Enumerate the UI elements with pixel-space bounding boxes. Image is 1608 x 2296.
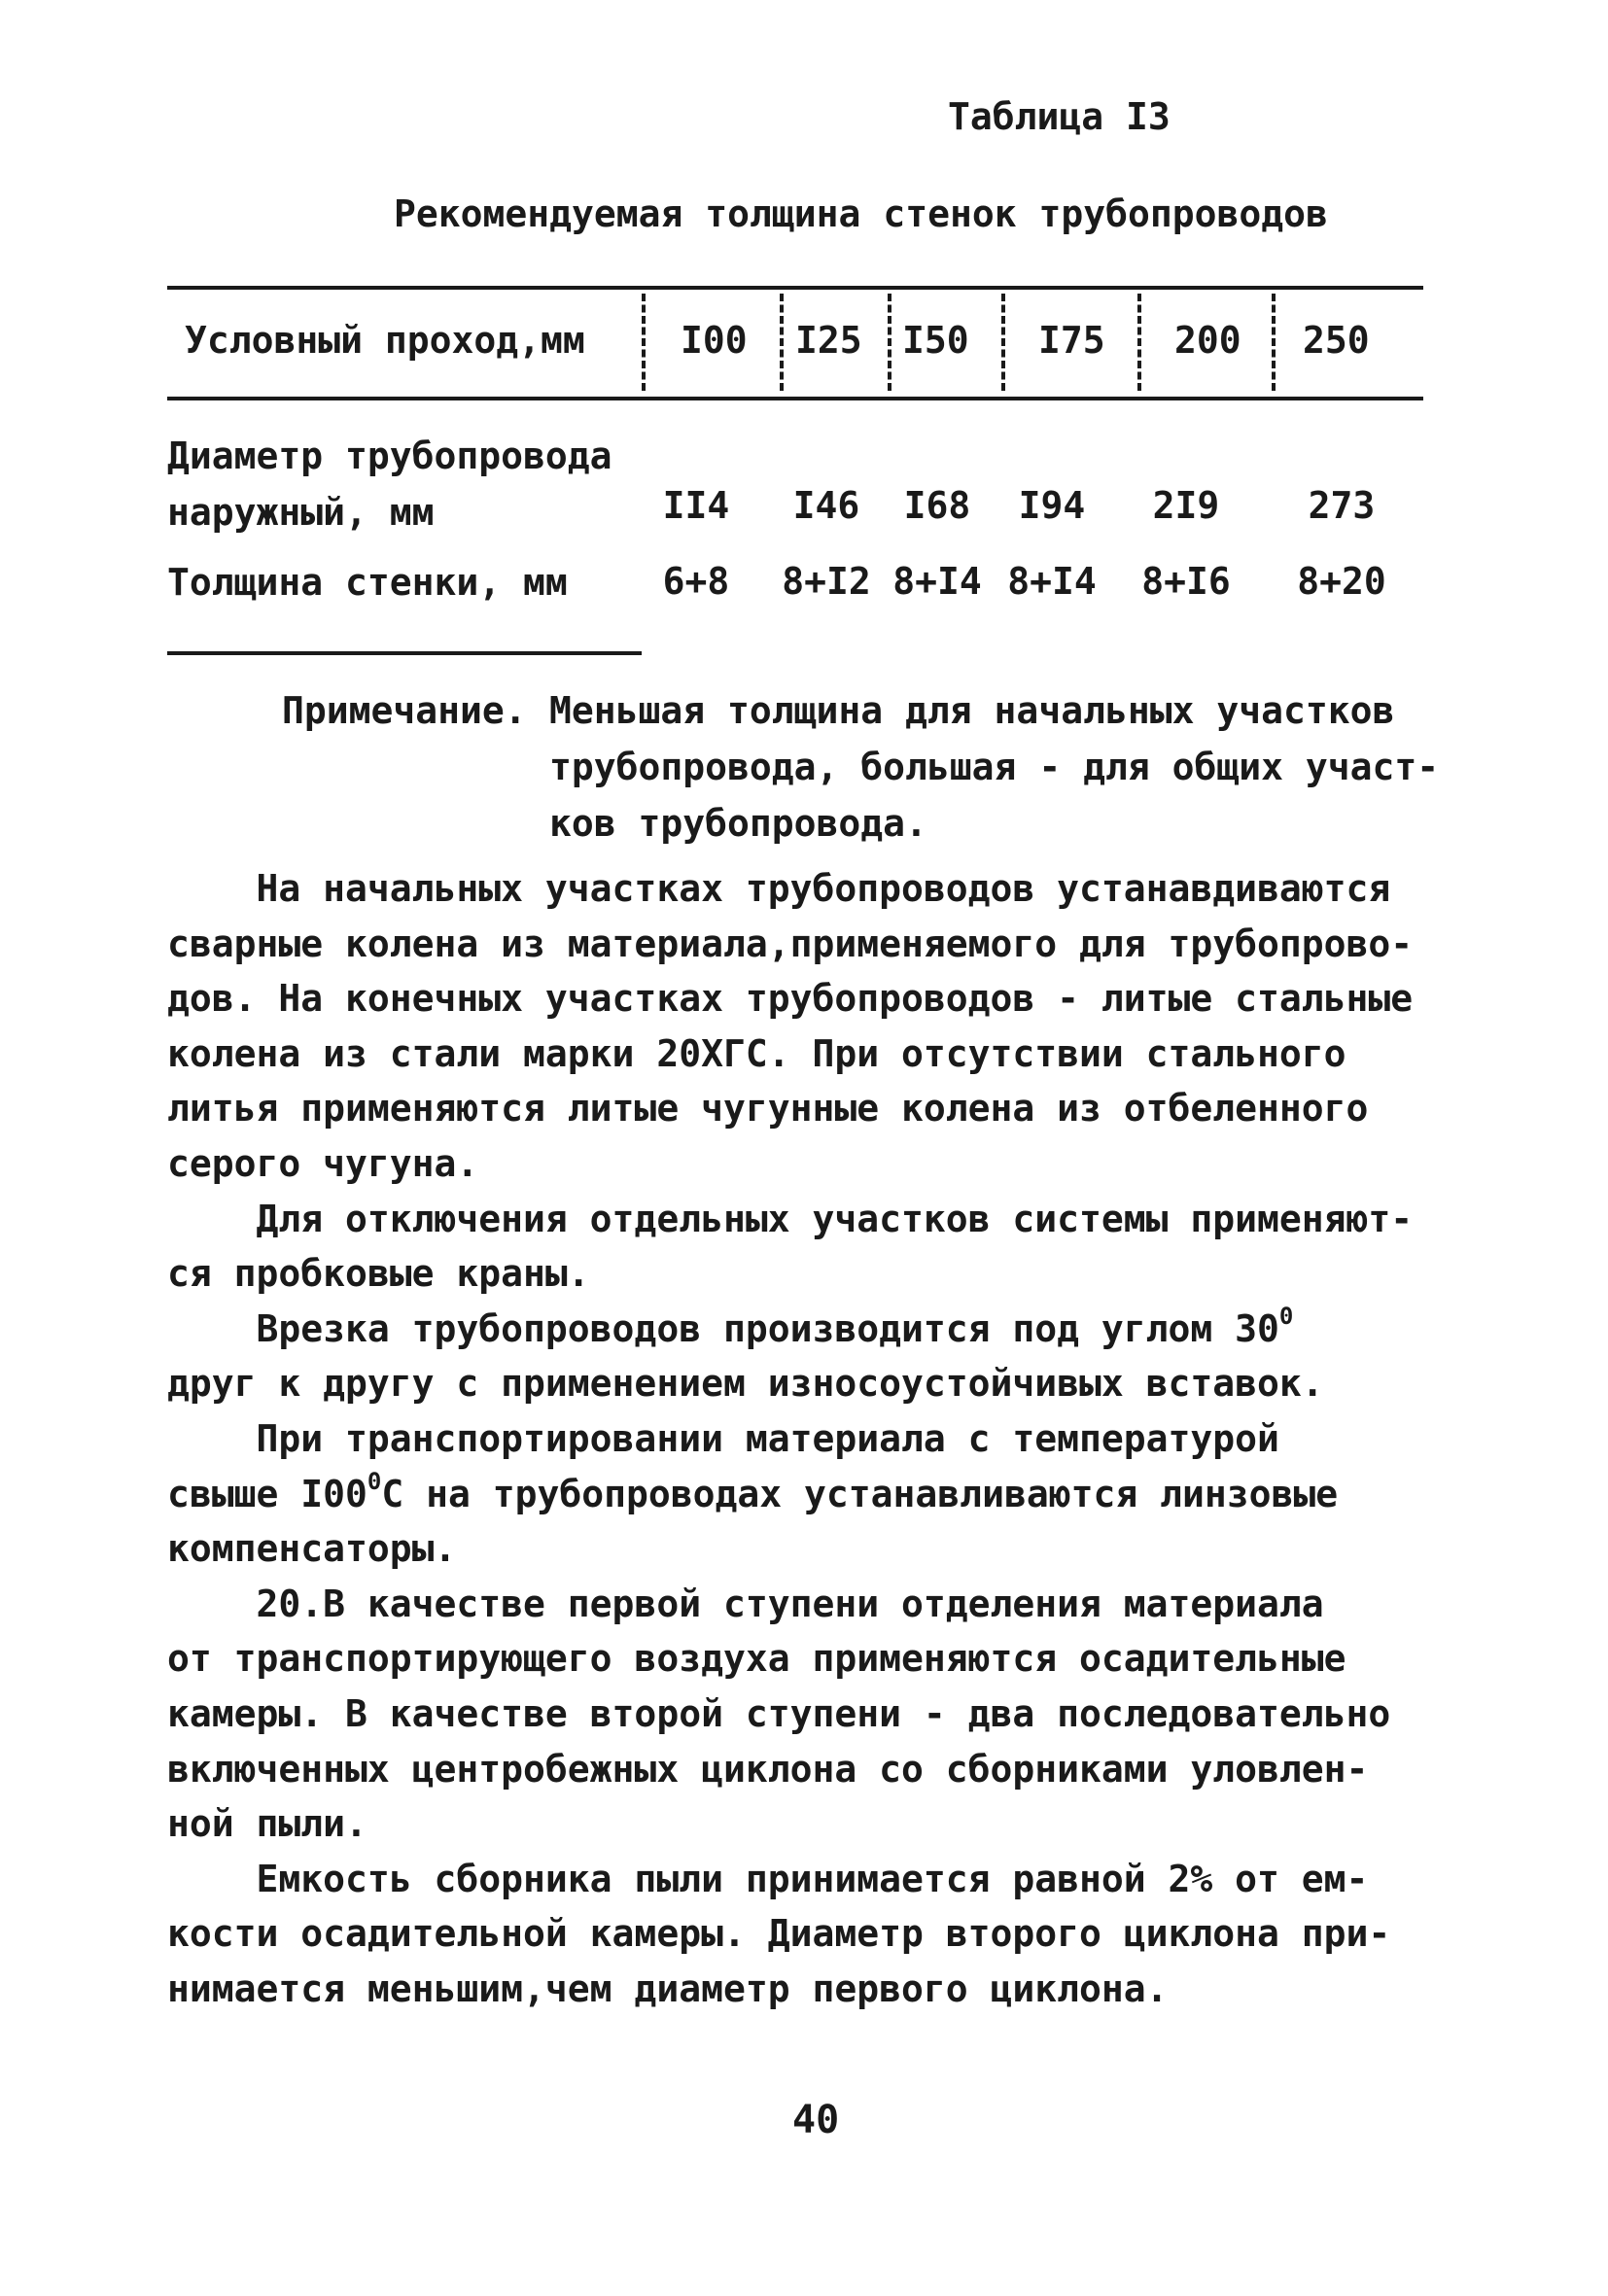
column-separator <box>642 294 646 391</box>
body-line: ной пыли. <box>167 1802 367 1846</box>
column-separator <box>1272 294 1276 391</box>
body-line: На начальных участках трубопроводов устанавдиваются <box>167 867 1391 910</box>
body-line: от транспортирующего воздуха применяются осадительные <box>167 1637 1346 1681</box>
table-header-label: Условный проход,мм <box>185 319 585 362</box>
column-header: I50 <box>902 319 969 362</box>
table-number: Таблица I3 <box>948 95 1171 138</box>
column-separator <box>780 294 784 391</box>
note-line: трубопровода, большая - для общих участ- <box>549 746 1440 788</box>
table-cell: I94 <box>1018 484 1086 527</box>
body-line: литья применяются литые чугунные колена из отбеленного <box>167 1087 1369 1131</box>
body-line: нимается меньшим,чем диаметр первого циклона. <box>167 1966 1169 2010</box>
body-text <box>167 861 1451 2016</box>
table-cell: 8+I4 <box>1007 560 1097 603</box>
body-line: 20.В качестве первой ступени отделения материала <box>167 1582 1324 1625</box>
table-top-rule <box>167 286 1423 290</box>
page-number: 40 <box>792 2098 840 2142</box>
body-line: дов. На конечных участках трубопроводов - литые стальные <box>167 977 1414 1021</box>
body-line: сварные колена из материала,применяемого для трубопрово- <box>167 922 1414 965</box>
body-line: серого чугуна. <box>167 1141 479 1185</box>
row-label: Диаметр трубопровода <box>167 435 612 477</box>
column-separator <box>1001 294 1005 391</box>
table-cell: 2I9 <box>1152 484 1220 527</box>
table-title: Рекомендуемая толщина стенок трубопроводов <box>394 192 1328 235</box>
table-end-rule <box>167 651 642 655</box>
row-label: наружный, мм <box>167 491 435 534</box>
body-line: Емкость сборника пыли принимается равной 2% от ем- <box>167 1857 1369 1900</box>
column-header: 200 <box>1174 319 1241 362</box>
body-line-text: С на трубопроводах устанавливаются линзовые <box>381 1472 1339 1515</box>
note-line: ков трубопровода. <box>549 802 927 845</box>
body-line: Для отключения отдельных участков системы применяют- <box>167 1197 1414 1240</box>
body-line: компенсаторы. <box>167 1527 457 1571</box>
note-label: Примечание. <box>282 689 527 732</box>
table-cell: 8+I2 <box>782 560 871 603</box>
body-line: кости осадительной камеры. Диаметр второго циклона при- <box>167 1912 1391 1956</box>
column-header: I75 <box>1038 319 1105 362</box>
column-header: 250 <box>1303 319 1370 362</box>
table-cell: 6+8 <box>662 560 730 603</box>
table-cell: 273 <box>1308 484 1376 527</box>
body-line <box>167 1302 1451 1357</box>
table-header-rule <box>167 397 1423 400</box>
column-separator <box>1137 294 1141 391</box>
body-line: друг к другу с применением износоустойчивых вставок. <box>167 1362 1324 1406</box>
table-cell: 8+20 <box>1297 560 1386 603</box>
table-cell: 8+I4 <box>892 560 982 603</box>
table-cell: 8+I6 <box>1141 560 1231 603</box>
table-cell: I68 <box>903 484 971 527</box>
body-line-text: свыше I00 <box>167 1472 367 1515</box>
body-line: ся пробковые краны. <box>167 1252 590 1296</box>
column-header: I00 <box>681 319 748 362</box>
degree-superscript: 0 <box>367 1467 382 1495</box>
body-line-text: Врезка трубопроводов производится под углом 30 <box>167 1306 1279 1350</box>
body-line <box>167 1467 1451 1522</box>
body-line: При транспортировании материала с температурой <box>167 1416 1279 1460</box>
table-cell: I46 <box>792 484 860 527</box>
body-line: включенных центробежных циклона со сборниками уловлен- <box>167 1747 1369 1791</box>
row-label: Толщина стенки, мм <box>167 561 568 604</box>
degree-superscript: 0 <box>1278 1302 1294 1330</box>
column-header: I25 <box>795 319 862 362</box>
table-cell: II4 <box>662 484 730 527</box>
note-text <box>549 682 1440 852</box>
body-line: камеры. В качестве второй ступени - два последовательно <box>167 1691 1391 1735</box>
body-line: колена из стали марки 20ХГС. При отсутствии стального <box>167 1031 1346 1075</box>
note-line: Меньшая толщина для начальных участков <box>549 689 1395 732</box>
column-separator <box>888 294 891 391</box>
